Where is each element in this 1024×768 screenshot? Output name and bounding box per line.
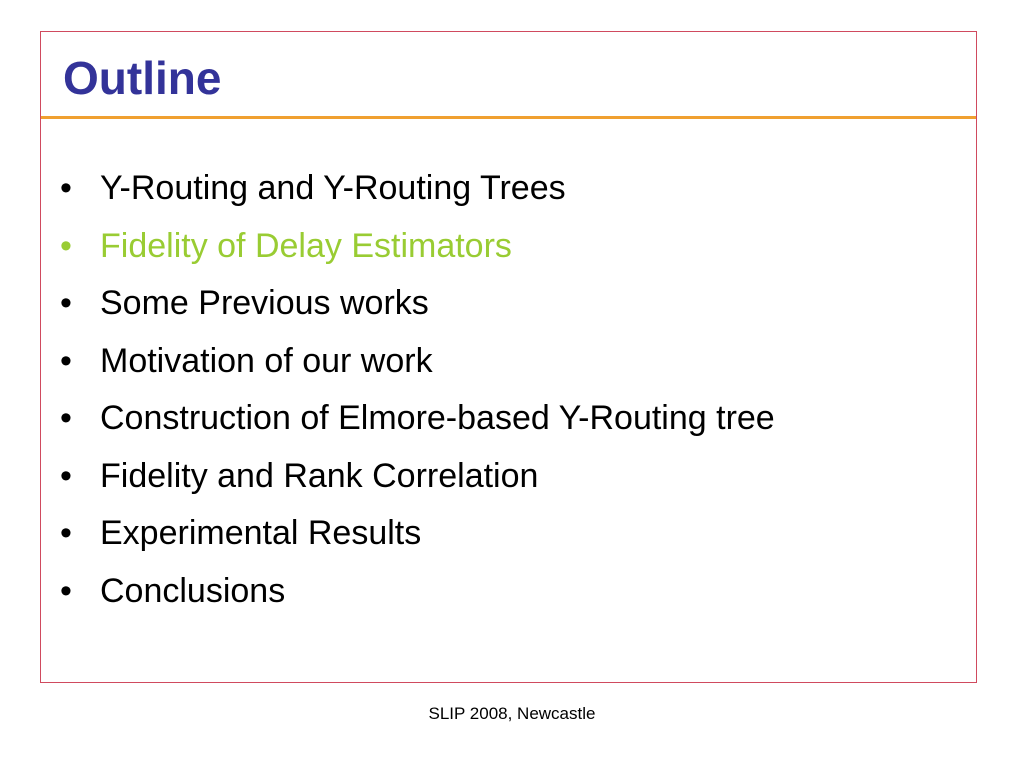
bullet-icon: • <box>60 226 72 265</box>
bullet-icon: • <box>60 571 72 610</box>
bullet-text: Conclusions <box>100 571 286 610</box>
bullet-icon: • <box>60 169 72 207</box>
bullet-text: Construction of Elmore-based Y-Routing tree <box>100 399 775 437</box>
bullet-text: Fidelity of Delay Estimators <box>100 226 512 265</box>
bullet-icon: • <box>60 284 72 322</box>
bullet-text: Some Previous works <box>100 284 429 322</box>
bullet-text: Experimental Results <box>100 514 422 552</box>
bullet-icon: • <box>60 456 72 495</box>
bullet-text: Y-Routing and Y-Routing Trees <box>100 169 566 207</box>
slide-footer: SLIP 2008, Newcastle <box>428 704 596 723</box>
bullet-text: Fidelity and Rank Correlation <box>100 456 539 495</box>
slide-title: Outline <box>63 52 222 104</box>
bullet-icon: • <box>60 514 72 552</box>
bullet-text: Motivation of our work <box>100 341 433 380</box>
bullet-icon: • <box>60 341 72 380</box>
title-divider <box>41 116 976 119</box>
bullet-icon: • <box>60 399 72 437</box>
